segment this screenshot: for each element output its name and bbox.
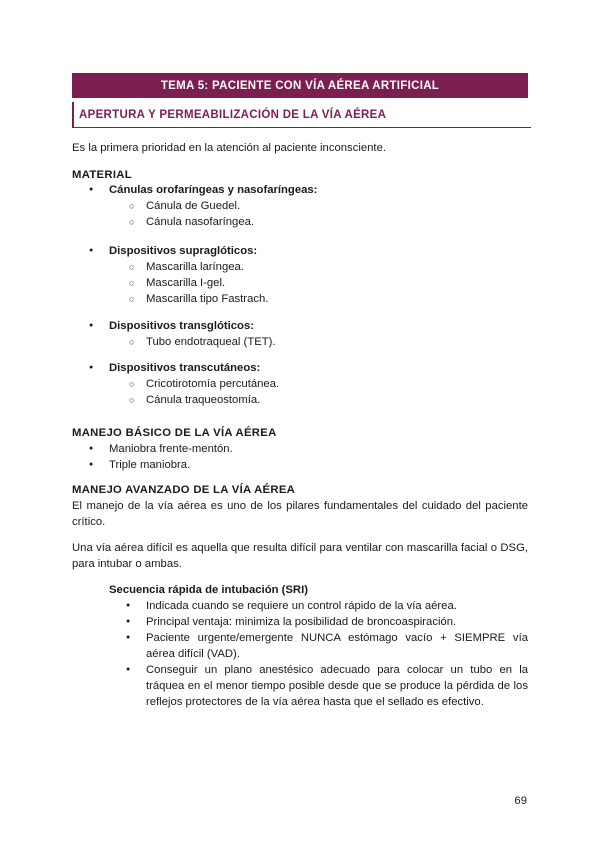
material-item: ○ Tubo endotraqueal (TET). xyxy=(146,334,276,350)
sri-item: ● Principal ventaja: minimiza la posibilidad de broncoaspiración. xyxy=(146,614,456,630)
material-heading: MATERIAL xyxy=(72,169,132,181)
material-item: ○ Cánula de Guedel. xyxy=(146,198,240,214)
material-item: ○ Mascarilla laríngea. xyxy=(146,259,244,275)
material-item: ○ Mascarilla I-gel. xyxy=(146,275,225,291)
basic-heading: MANEJO BÁSICO DE LA VÍA AÉREA xyxy=(72,427,277,439)
section-heading: APERTURA Y PERMEABILIZACIÓN DE LA VÍA AÉREA xyxy=(72,102,531,128)
chapter-banner: TEMA 5: PACIENTE CON VÍA AÉREA ARTIFICIAL xyxy=(72,73,528,98)
material-item: ○ Cánula nasofaríngea. xyxy=(146,214,254,230)
material-item: ○ Cánula traqueostomía. xyxy=(146,392,260,408)
sri-item: ● Indicada cuando se requiere un control rápido de la vía aérea. xyxy=(146,598,457,614)
intro-text: Es la primera prioridad en la atención al paciente inconsciente. xyxy=(72,142,386,154)
page-number: 69 xyxy=(514,795,527,807)
basic-item: ● Maniobra frente-mentón. xyxy=(109,441,233,457)
material-group-label: ● Dispositivos transcutáneos: xyxy=(109,360,260,376)
advanced-heading: MANEJO AVANZADO DE LA VÍA AÉREA xyxy=(72,484,296,496)
sri-item: ● Conseguir un plano anestésico adecuado para colocar un tubo en la tráquea en el menor tiempo posible desde que se produce la pérdida de los reflejos protectores de la vía aérea hasta que el sellado es efectivo. xyxy=(146,662,528,710)
material-group-label: ● Cánulas orofaríngeas y nasofaríngeas: xyxy=(109,182,317,198)
basic-item: ● Triple maniobra. xyxy=(109,457,190,473)
material-item: ○ Mascarilla tipo Fastrach. xyxy=(146,291,268,307)
advanced-paragraph: Una vía aérea difícil es aquella que resulta difícil para ventilar con mascarilla facial o DSG, para intubar o ambas. xyxy=(72,542,528,570)
material-group-label: ● Dispositivos transglóticos: xyxy=(109,318,254,334)
material-item: ○ Cricotirotomía percutánea. xyxy=(146,376,279,392)
advanced-paragraph: El manejo de la vía aérea es uno de los pilares fundamentales del cuidado del paciente crítico. xyxy=(72,500,528,528)
sri-item: ● Paciente urgente/emergente NUNCA estómago vacío + SIEMPRE vía aérea difícil (VAD). xyxy=(146,630,528,662)
sri-heading: Secuencia rápida de intubación (SRI) xyxy=(109,584,308,596)
material-group-label: ● Dispositivos supraglóticos: xyxy=(109,243,257,259)
